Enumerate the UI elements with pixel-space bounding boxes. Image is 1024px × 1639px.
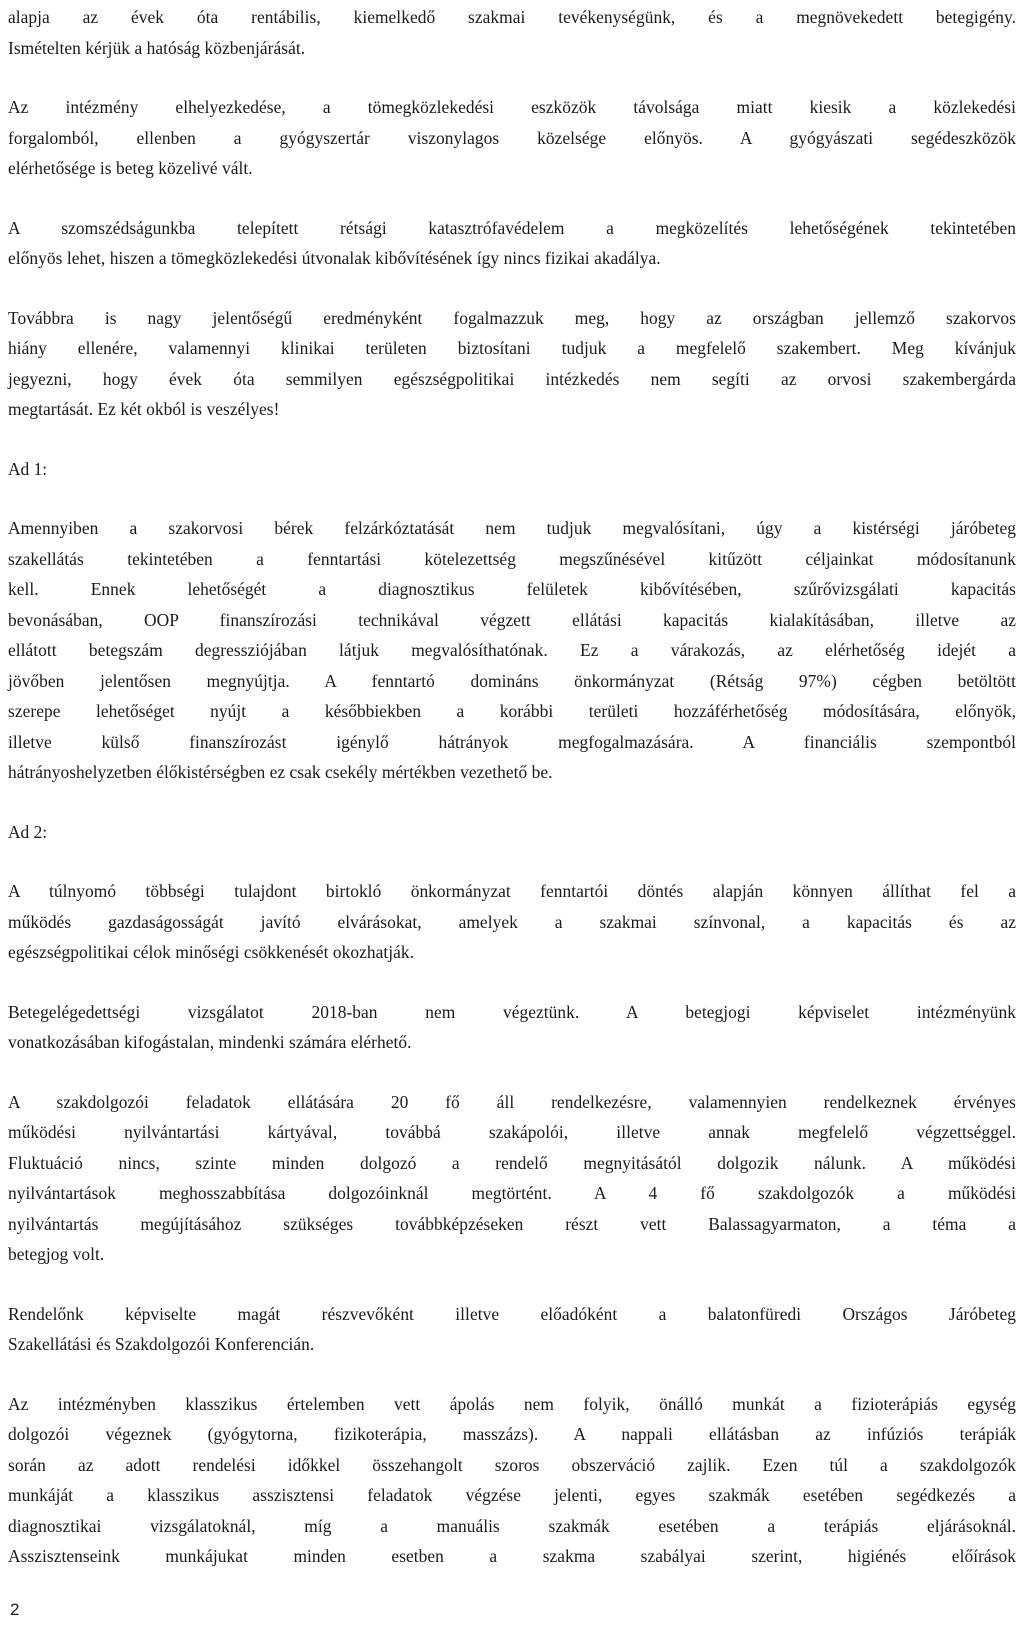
paragraph [8, 876, 1016, 968]
text-line: Az intézményben klasszikus értelemben vett ápolás nem folyik, önálló munkát a fizioterápiás egység [8, 1393, 1016, 1414]
text-line: jövőben jelentősen megnyújtja. A fenntartó domináns önkormányzat (Rétság 97%) cégben betöltött [8, 670, 1016, 691]
text-line: bevonásában, OOP finanszírozási technikával végzett ellátási kapacitás kialakításában, illetve az [8, 609, 1016, 630]
text-line: megtartását. Ez két okból is veszélyes! [8, 399, 280, 419]
section-heading: Ad 2: [8, 821, 48, 842]
text-line: vonatkozásában kifogástalan, mindenki számára elérhető. [8, 1032, 412, 1052]
text-line: nyilvántartás megújításához szükséges továbbképzéseken részt vett Balassagyarmaton, a téma a [8, 1213, 1016, 1234]
text-line: ellátott betegszám degressziójában látjuk megvalósíthatónak. Ez a várakozás, az elérhetőség idejét a [8, 640, 1016, 660]
paragraph [8, 513, 1016, 788]
text-line: Az intézmény elhelyezkedése, a tömegközlekedési eszközök távolsága miatt kiesik a közlekedési [8, 97, 1016, 117]
text-line: működés gazdaságosságát javító elvárásokat, amelyek a szakmai színvonal, a kapacitás és az [8, 911, 1016, 932]
text-line: egészségpolitikai célok minőségi csökkenését okozhatják. [8, 942, 415, 962]
paragraph [8, 1389, 1016, 1572]
paragraph [8, 213, 1016, 274]
text-line: hátrányoshelyzetben élőkistérségben ez csak csekély mértékben vezethető be. [8, 762, 553, 782]
text-line: munkáját a klasszikus asszisztensi feladatok végzése jelenti, egyes szakmák esetében segédkezés a [8, 1485, 1016, 1505]
text-line: A túlnyomó többségi tulajdont birtokló önkormányzat fenntartói döntés alapján könnyen állíthat fel a [8, 881, 1016, 901]
text-line: Asszisztenseink munkájukat minden esetben a szakma szabályai szerint, higiénés előírások [8, 1546, 1016, 1566]
paragraph [8, 1087, 1016, 1270]
text-line: A szomszédságunkba telepített rétsági katasztrófavédelem a megközelítés lehetőségének tekintetében [8, 217, 1016, 238]
paragraph [8, 2, 1016, 63]
text-line: kell. Ennek lehetőségét a diagnosztikus felületek kibővítésében, szűrővizsgálati kapacitás [8, 579, 1016, 599]
text-line: forgalomból, ellenben a gyógyszertár viszonylagos közelsége előnyös. A gyógyászati segédeszközök [8, 127, 1016, 148]
text-line: Fluktuáció nincs, szinte minden dolgozó a rendelő megnyitásától dolgozik nálunk. A működési [8, 1152, 1016, 1173]
text-line: hiány ellenére, valamennyi klinikai területen biztosítani tudjuk a megfelelő szakembert. Meg kívánjuk [8, 338, 1016, 358]
paragraph [8, 92, 1016, 184]
text-line: Betegelégedettségi vizsgálatot 2018-ban nem végeztünk. A betegjogi képviselet intézményünk [8, 1001, 1016, 1022]
text-line: működési nyilvántartási kártyával, továbbá szakápolói, illetve annak megfelelő végzettséggel. [8, 1122, 1016, 1142]
paragraph [8, 997, 1016, 1058]
text-line: betegjog volt. [8, 1244, 105, 1264]
text-line: Szakellátási és Szakdolgozói Konferencián. [8, 1334, 315, 1354]
text-line: A szakdolgozói feladatok ellátására 20 fő áll rendelkezésre, valamennyien rendelkeznek érvényes [8, 1091, 1016, 1112]
text-line: szakellátás tekintetében a fenntartási kötelezettség megszűnésével kitűzött céljainkat módosítanunk [8, 548, 1016, 569]
text-line: alapja az évek óta rentábilis, kiemelkedő szakmai tevékenységünk, és a megnövekedett betegigény. [8, 7, 1016, 27]
text-line: nyilvántartások meghosszabbítása dolgozóinknál megtörtént. A 4 fő szakdolgozók a működési [8, 1183, 1016, 1203]
text-line: Amennyiben a szakorvosi bérek felzárkóztatását nem tudjuk megvalósítani, úgy a kistérségi járóbeteg [8, 518, 1016, 538]
text-line: Ismételten kérjük a hatóság közbenjárását. [8, 37, 306, 58]
section-heading: Ad 1: [8, 458, 48, 479]
paragraph [8, 303, 1016, 425]
text-line: diagnosztikai vizsgálatoknál, míg a manuális szakmák esetében a terápiás eljárásoknál. [8, 1515, 1016, 1536]
text-line: előnyös lehet, hiszen a tömegközlekedési útvonalak kibővítésének így nincs fizikai akadálya. [8, 248, 661, 268]
paragraph [8, 1299, 1016, 1360]
text-line: során az adott rendelési időkkel összehangolt szoros obszerváció zajlik. Ezen túl a szakdolgozók [8, 1454, 1016, 1475]
text-line: dolgozói végeznek (gyógytorna, fizikoterápia, masszázs). A nappali ellátásban az infúziós terápiák [8, 1424, 1016, 1444]
text-line: Rendelőnk képviselte magát részvevőként illetve előadóként a balatonfüredi Országos Járóbeteg [8, 1303, 1016, 1324]
text-line: jegyezni, hogy évek óta semmilyen egészségpolitikai intézkedés nem segíti az orvosi szakembergárda [8, 368, 1016, 389]
page-number: 2 [10, 1600, 20, 1619]
text-line: illetve külső finanszírozást igénylő hátrányok megfogalmazására. A financiális szempontból [8, 731, 1016, 752]
text-line: elérhetősége is beteg közelivé vált. [8, 158, 253, 178]
text-line: Továbbra is nagy jelentőségű eredményként fogalmazzuk meg, hogy az országban jellemző szakorvos [8, 307, 1016, 328]
text-line: szerepe lehetőséget nyújt a későbbiekben a korábbi területi hozzáférhetőség módosítására, előnyök, [8, 701, 1016, 721]
